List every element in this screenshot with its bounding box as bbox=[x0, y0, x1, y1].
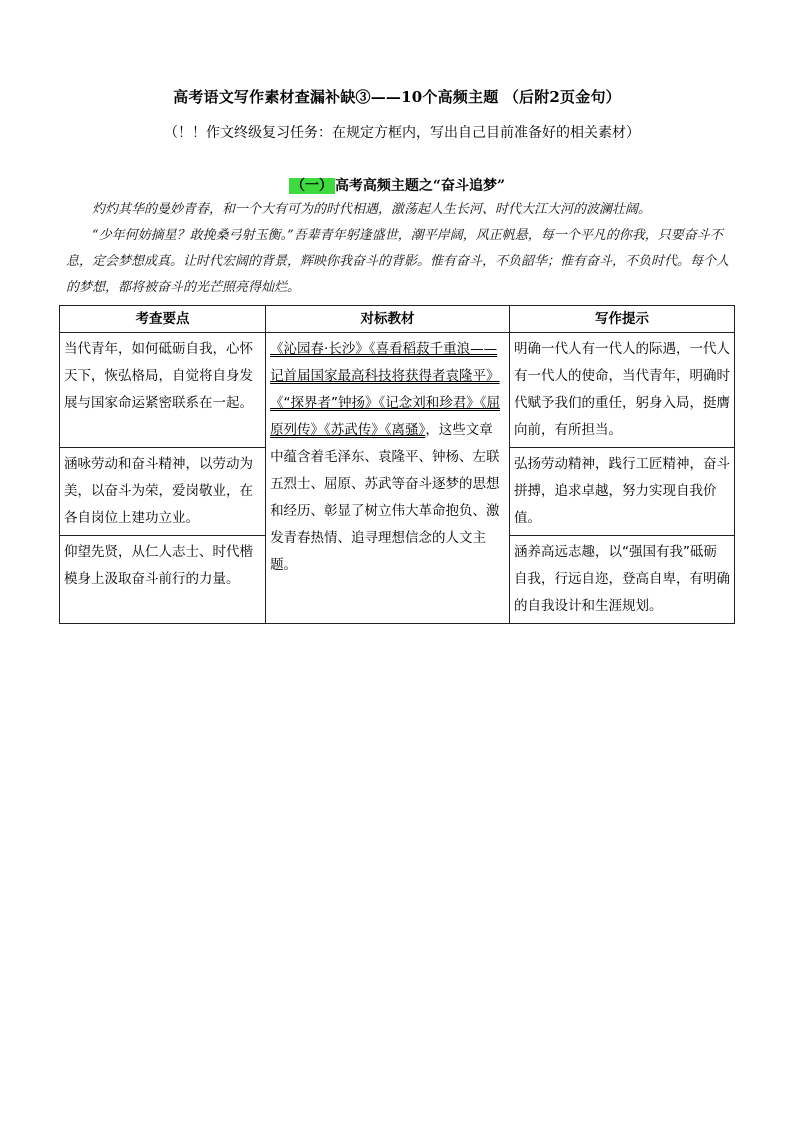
header-exam-points: 考查要点 bbox=[60, 306, 266, 333]
exam-point-cell: 仰望先贤，从仁人志士、时代楷模身上汲取奋斗前行的力量。 bbox=[60, 536, 266, 624]
header-writing-tips: 写作提示 bbox=[509, 306, 734, 333]
section-number-highlight: （一） bbox=[290, 178, 333, 194]
exam-point-cell: 涵咏劳动和奋斗精神，以劳动为美，以奋斗为荣，爱岗敬业，在各自岗位上建功立业。 bbox=[60, 448, 266, 536]
document-title: 高考语文写作素材查漏补缺③——10个高频主题 （后附2页金句） bbox=[173, 88, 621, 106]
exam-point-cell: 当代青年，如何砥砺自我，心怀天下，恢弘格局，自觉将自身发展与国家命运紧密联系在一起。 bbox=[60, 333, 266, 448]
intro-paragraph-1: 灼灼其华的曼妙青春，和一个大有可为的时代相遇，激荡起人生长河、时代大江大河的波澜壮阔。 bbox=[92, 202, 652, 217]
writing-tip-cell: 弘扬劳动精神，践行工匠精神，奋斗拼搏，追求卓越，努力实现自我价值。 bbox=[509, 448, 734, 536]
section-heading bbox=[0, 175, 794, 195]
table-row bbox=[60, 333, 735, 448]
header-textbook: 对标教材 bbox=[266, 306, 510, 333]
material-table bbox=[59, 305, 735, 624]
textbook-titles: 《沁园春·长沙》《喜看稻菽千重浪——记首届国家最高科技将获得者袁隆平》《“探界者”钟扬》《记念刘和珍君》《屈原列传》《苏武传》《离骚》 bbox=[270, 341, 501, 438]
textbook-description: ，这些文章中蕴含着毛泽东、袁隆平、钟杨、左联五烈士、屈原、苏武等奋斗逐梦的思想和经历、彰显了树立伟大革命抱负、激发青春热情、追寻理想信念的人文主题。 bbox=[270, 422, 500, 573]
table-header-row bbox=[60, 306, 735, 333]
section-title: 高考高频主题之“奋斗追梦” bbox=[334, 178, 506, 194]
document-subtitle: （！！作文终级复习任务：在规定方框内，写出自己目前准备好的相关素材） bbox=[164, 125, 640, 141]
intro-paragraph-2: “少年何妨摘星？敢挽桑弓射玉衡。”吾辈青年躬逢盛世，潮平岸阔，风正帆悬，每一个平凡的你我，只要奋斗不息，定会梦想成真。让时代宏阔的背景，辉映你我奋斗的背影。惟有奋斗，不负韶华；惟有奋斗，不负时代。每个人的梦想，都将被奋斗的光芒照亮得灿烂。 bbox=[66, 228, 730, 295]
textbook-cell bbox=[266, 333, 510, 624]
writing-tip-cell: 涵养高远志趣，以“强国有我”砥砺自我，行远自迩，登高自卑，有明确的自我设计和生涯规划。 bbox=[509, 536, 734, 624]
writing-tip-cell: 明确一代人有一代人的际遇，一代人有一代人的使命，当代青年，明确时代赋予我们的重任，躬身入局，挺膺向前，有所担当。 bbox=[509, 333, 734, 448]
